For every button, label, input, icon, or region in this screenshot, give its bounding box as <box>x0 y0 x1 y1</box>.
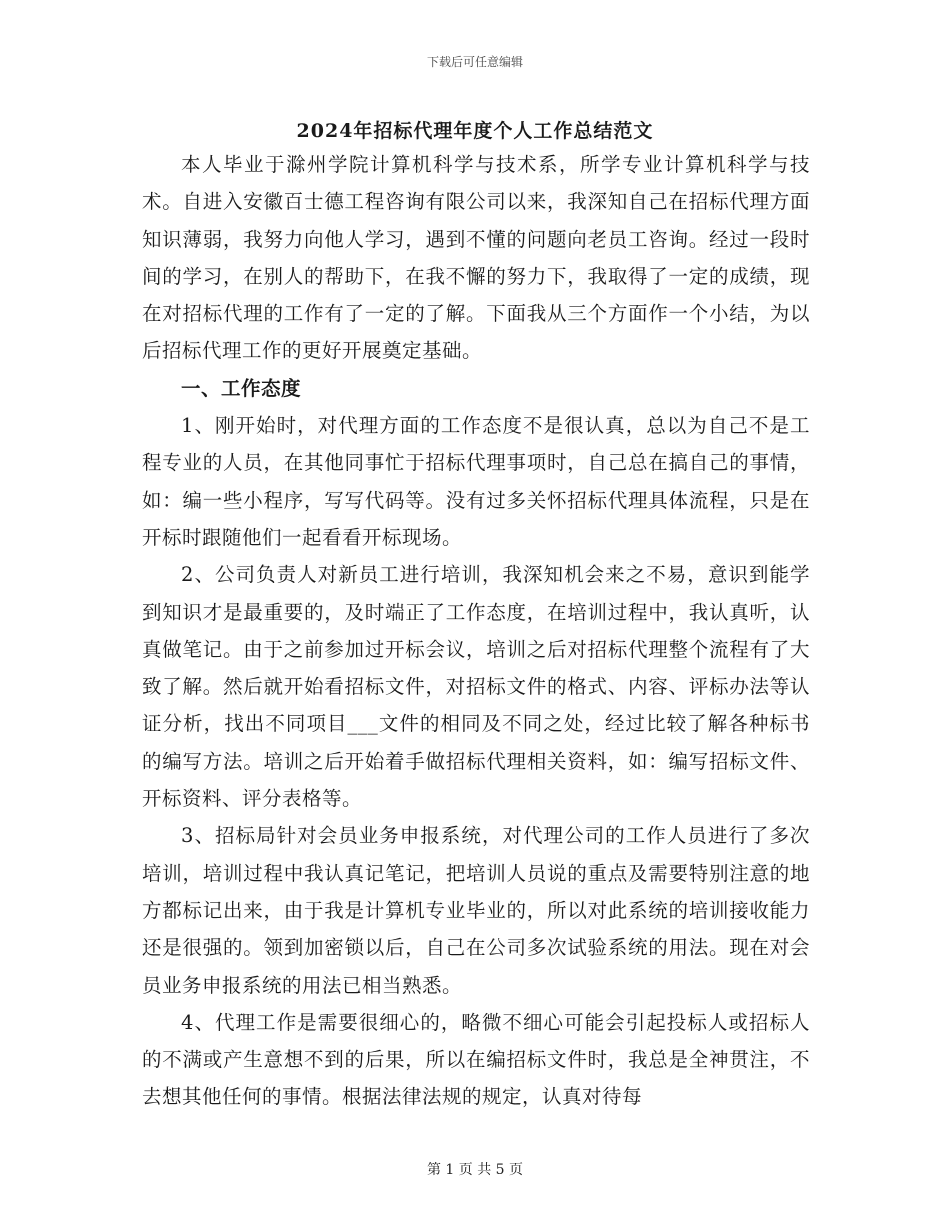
document-body <box>142 146 810 1116</box>
paragraph-item-3: 3、招标局针对会员业务申报系统，对代理公司的工作人员进行了多次培训，培训过程中我认真记笔记，把培训人员说的重点及需要特别注意的地方都标记出来，由于我是计算机专业毕业的，所以对此系统的培训接收能力还是很强的。领到加密锁以后，自己在公司多次试验系统的用法。现在对会员业务申报系统的用法已相当熟悉。 <box>142 824 810 997</box>
paragraph-item-4: 4、代理工作是需要很细心的，略微不细心可能会引起投标人或招标人的不满或产生意想不到的后果，所以在编招标文件时，我总是全神贯注，不去想其他任何的事情。根据法律法规的规定，认真对待每 <box>142 1010 810 1109</box>
paragraph-item-1: 1、刚开始时，对代理方面的工作态度不是很认真，总以为自己不是工程专业的人员，在其他同事忙于招标代理事项时，自己总在搞自己的事情，如：编一些小程序，写写代码等。没有过多关怀招标代理具体流程，只是在开标时跟随他们一起看看开标现场。 <box>142 414 810 549</box>
header-note: 下载后可任意编辑 <box>426 55 523 69</box>
paragraph-intro: 本人毕业于滁州学院计算机科学与技术系，所学专业计算机科学与技术。自进入安徽百士德工程咨询有限公司以来，我深知自己在招标代理方面知识薄弱，我努力向他人学习，遇到不懂的问题向老员工咨询。经过一段时间的学习，在别人的帮助下，在我不懈的努力下，我取得了一定的成绩，现在对招标代理的工作有了一定的了解。下面我从三个方面作一个小结，为以后招标代理工作的更好开展奠定基础。 <box>142 153 810 363</box>
section-heading-work-attitude: 一、工作态度 <box>181 376 302 400</box>
document-title: 2024年招标代理年度个人工作总结范文 <box>296 120 654 142</box>
paragraph-item-2: 2、公司负责人对新员工进行培训，我深知机会来之不易，意识到能学到知识才是最重要的，及时端正了工作态度，在培训过程中，我认真听，认真做笔记。由于之前参加过开标会议，培训之后对招标代理整个流程有了大致了解。然后就开始看招标文件，对招标文件的格式、内容、评标办法等认证分析，找出不同项目___文件的相同及不同之处，经过比较了解各种标书的编写方法。培训之后开始着手做招标代理相关资料，如：编写招标文件、开标资料、评分表格等。 <box>142 563 810 811</box>
page-number-footer: 第 1 页 共 5 页 <box>426 1162 524 1178</box>
